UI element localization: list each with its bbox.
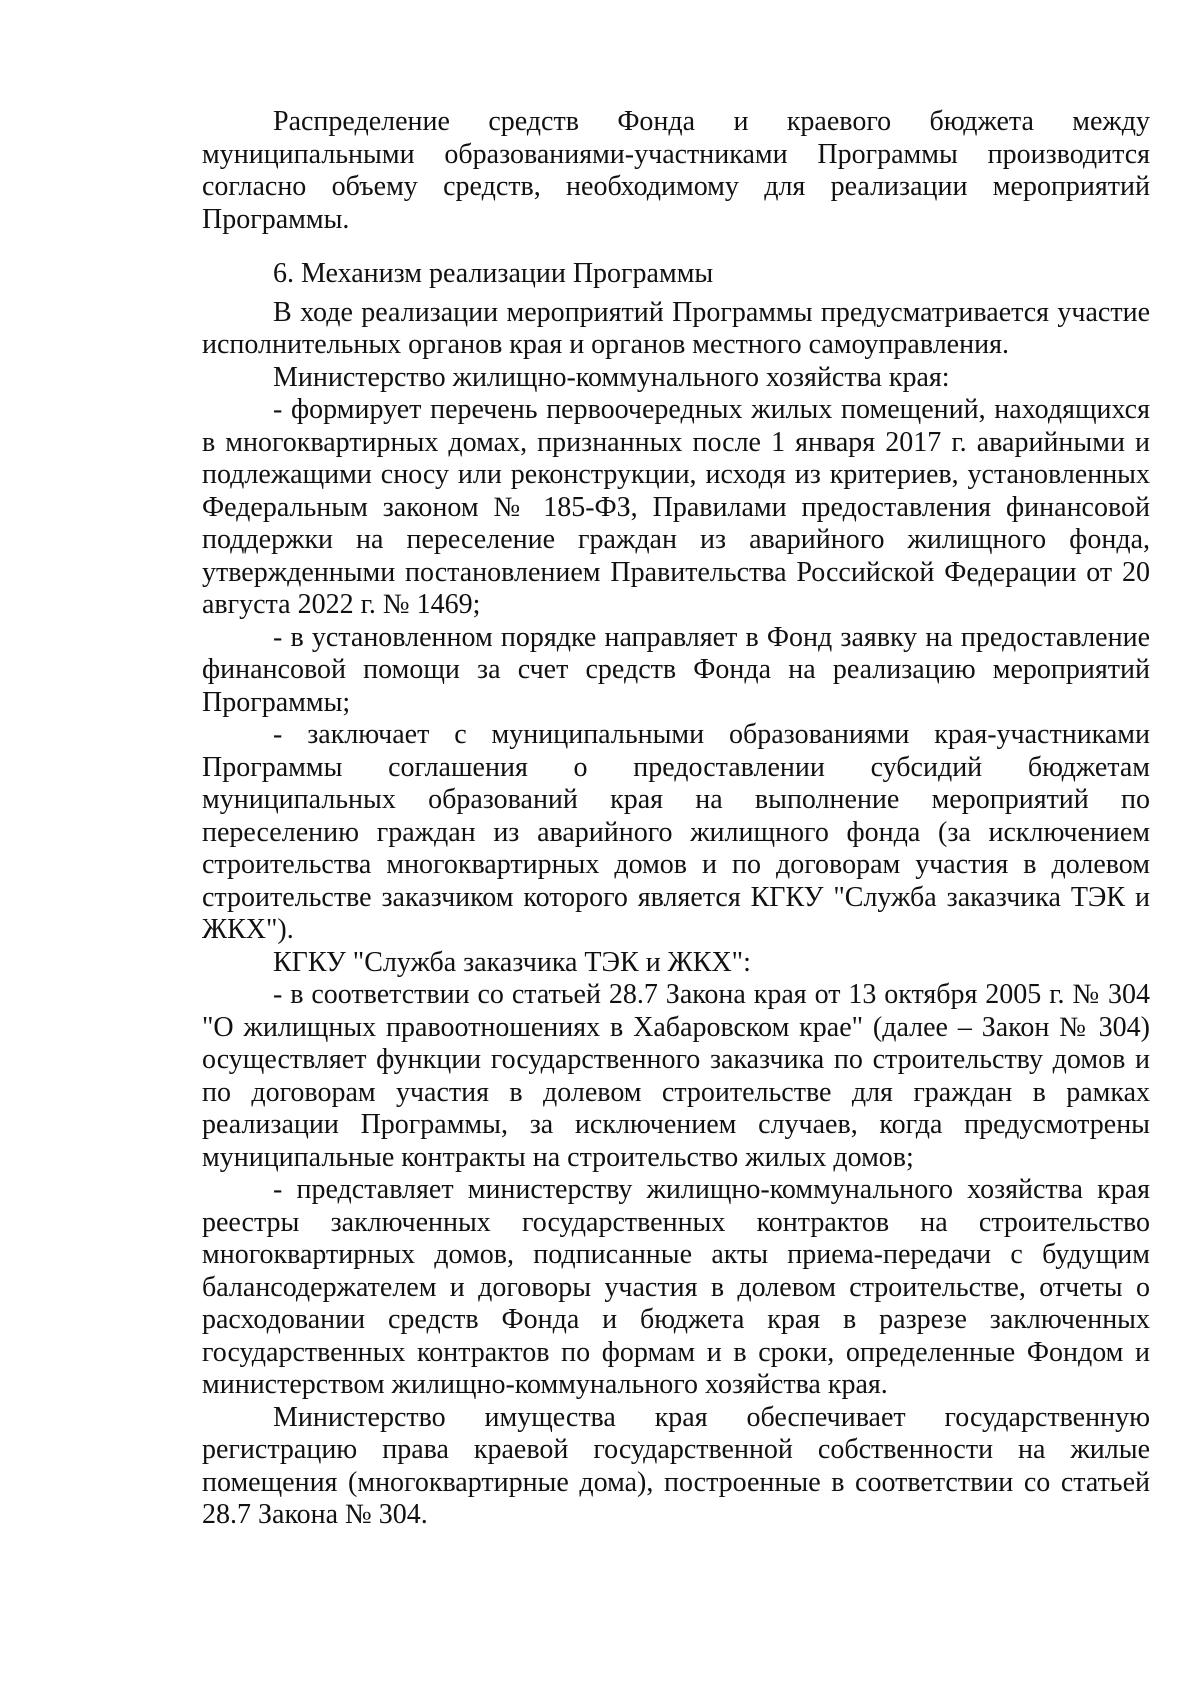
paragraph-intro: Распределение средств Фонда и краевого бюджета между муниципальными образованиями-участниками Программы производится согласно объему средств, необходимому для реализации мероприятий Программы. <box>202 106 1150 235</box>
list-item-forms-list: - формирует перечень первоочередных жилых помещений, находящихся в многоквартирных домах, признанных после 1 января 2017 г. аварийными и подлежащими сносу или реконструкции, исходя из критериев, установленных Федеральным законом № 185-ФЗ, Правилами предоставления финансовой поддержки на переселение граждан из аварийного жилищного фонда, утвержденными постановлением Правительства Российской Федерации от 20 августа 2022 г. № 1469; <box>202 394 1150 620</box>
paragraph-participation: В ходе реализации мероприятий Программы предусматривается участие исполнительных органов края и органов местного самоуправления. <box>202 296 1150 360</box>
paragraph-customer-service: КГКУ "Служба заказчика ТЭК и ЖКХ": <box>273 946 751 978</box>
paragraph-ministry-property: Министерство имущества края обеспечивает государственную регистрацию права краевой государственной собственности на жилые помещения (многоквартирные дома), построенные в соответствии со статьей 28.7 Закона № 304. <box>202 1401 1150 1530</box>
list-item-registers: - представляет министерству жилищно-коммунального хозяйства края реестры заключенных государственных контрактов на строительство многоквартирных домов, подписанные акты приема-передачи с будущим балансодержателем и договоры участия в долевом строительстве, отчеты о расходовании средств Фонда и бюджета края в разрезе заключенных государственных контрактов по формам и в сроки, определенные Фондом и министерством жилищно-коммунального хозяйства края. <box>202 1174 1150 1400</box>
list-item-state-customer: - в соответствии со статьей 28.7 Закона края от 13 октября 2005 г. № 304 "О жилищных правоотношениях в Хабаровском крае" (далее – Закон № 304) осуществляет функции государственного заказчика по строительству домов и по договорам участия в долевом строительстве для граждан в рамках реализации Программы, за исключением случаев, когда предусмотрены муниципальные контракты на строительство жилых домов; <box>202 979 1150 1173</box>
list-item-application: - в установленном порядке направляет в Фонд заявку на предоставление финансовой помощи за счет средств Фонда на реализацию мероприятий Программы; <box>202 621 1150 718</box>
paragraph-ministry-housing: Министерство жилищно-коммунального хозяйства края: <box>273 361 950 393</box>
list-item-agreements: - заключает с муниципальными образованиями края-участниками Программы соглашения о предоставлении субсидий бюджетам муниципальных образований края на выполнение мероприятий по переселению граждан из аварийного жилищного фонда (за исключением строительства многоквартирных домов и по договорам участия в долевом строительстве заказчиком которого является КГКУ "Служба заказчика ТЭК и ЖКХ"). <box>202 719 1150 945</box>
spacer <box>202 236 1150 258</box>
section-heading: 6. Механизм реализации Программы <box>273 258 714 289</box>
document-page <box>202 106 1150 1532</box>
